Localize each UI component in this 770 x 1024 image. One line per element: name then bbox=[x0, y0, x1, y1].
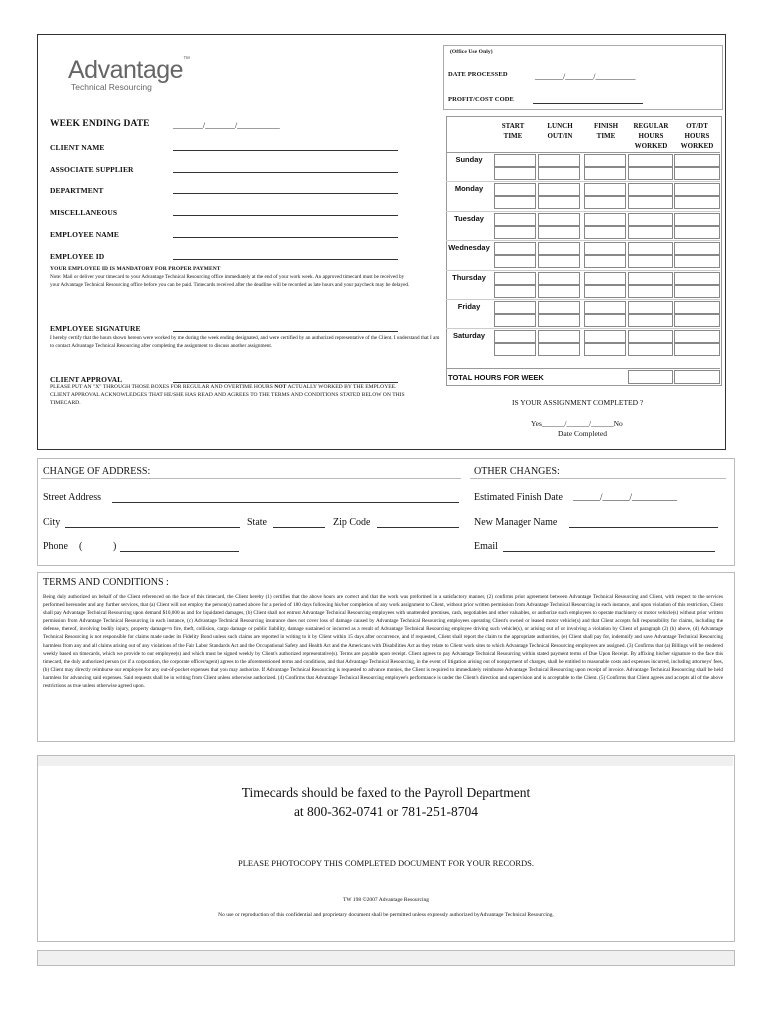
header-lunch-out-in: LUNCH OUT/IN bbox=[547, 122, 573, 140]
day-label: Sunday bbox=[455, 155, 483, 164]
date-processed-field[interactable]: _______/_______/__________ bbox=[535, 72, 636, 81]
change-address-title: CHANGE OF ADDRESS: bbox=[43, 466, 151, 477]
employee-id-label: EMPLOYEE ID bbox=[50, 252, 105, 261]
employee-signature-label: EMPLOYEE SIGNATURE bbox=[50, 324, 141, 333]
form-identifier: TW 198 ©2007 Advantage Resourcing bbox=[343, 897, 429, 903]
time-entry-cell[interactable] bbox=[674, 272, 720, 285]
header-start-time: START TIME bbox=[501, 122, 525, 140]
day-label: Monday bbox=[454, 184, 484, 193]
confidentiality-notice: No use or reproduction of this confidential and proprietary document shall be permitted unless expressly authorized byAdvantage Technical Resourcing. bbox=[218, 912, 554, 918]
time-entry-cell[interactable] bbox=[538, 255, 580, 268]
time-entry-cell[interactable] bbox=[628, 343, 673, 356]
client-approval-label: CLIENT APPROVAL bbox=[50, 375, 123, 384]
employee-id-field[interactable] bbox=[173, 259, 398, 260]
time-entry-cell[interactable] bbox=[584, 272, 626, 285]
total-hours-label: TOTAL HOURS FOR WEEK bbox=[448, 373, 544, 382]
time-entry-cell[interactable] bbox=[494, 154, 536, 167]
time-entry-cell[interactable] bbox=[674, 242, 720, 255]
time-entry-cell[interactable] bbox=[538, 285, 580, 298]
time-entry-cell[interactable] bbox=[628, 330, 673, 343]
time-entry-cell[interactable] bbox=[584, 285, 626, 298]
time-entry-cell[interactable] bbox=[494, 272, 536, 285]
time-entry-cell[interactable] bbox=[584, 330, 626, 343]
time-entry-cell[interactable] bbox=[538, 183, 580, 196]
week-ending-field[interactable]: _______/_______/__________ bbox=[173, 120, 280, 130]
other-changes-title: OTHER CHANGES: bbox=[474, 466, 560, 477]
time-entry-cell[interactable] bbox=[538, 154, 580, 167]
time-entry-cell[interactable] bbox=[628, 301, 673, 314]
time-entry-cell[interactable] bbox=[538, 226, 580, 239]
employee-name-field[interactable] bbox=[173, 237, 398, 238]
estimated-finish-date-field[interactable]: ______/______/__________ bbox=[573, 492, 678, 502]
date-processed-label: DATE PROCESSED bbox=[448, 71, 508, 78]
city-label: City bbox=[43, 517, 61, 528]
estimated-finish-date-label: Estimated Finish Date bbox=[474, 492, 563, 503]
assignment-completed-field[interactable]: Yes______/______/______No bbox=[531, 419, 623, 428]
email-label: Email bbox=[474, 541, 498, 552]
time-entry-cell[interactable] bbox=[628, 272, 673, 285]
time-entry-cell[interactable] bbox=[628, 213, 673, 226]
time-entry-cell[interactable] bbox=[584, 255, 626, 268]
fax-instructions-line-2: at 800-362-0741 or 781-251-8704 bbox=[293, 804, 479, 819]
state-label: State bbox=[247, 517, 267, 528]
employee-signature-field[interactable] bbox=[173, 331, 398, 332]
street-address-label: Street Address bbox=[43, 492, 102, 503]
change-address-underline bbox=[41, 478, 461, 479]
new-manager-label: New Manager Name bbox=[474, 517, 558, 528]
logo-wordmark: Advantage bbox=[68, 56, 184, 84]
day-label: Thursday bbox=[452, 273, 486, 282]
employee-id-mandatory-note: YOUR EMPLOYEE ID IS MANDATORY FOR PROPER PAYMENT bbox=[50, 266, 221, 272]
miscellaneous-label: MISCELLANEOUS bbox=[50, 208, 118, 217]
photocopy-notice: PLEASE PHOTOCOPY THIS COMPLETED DOCUMENT FOR YOUR RECORDS. bbox=[238, 858, 534, 868]
time-entry-cell[interactable] bbox=[584, 154, 626, 167]
time-entry-cell[interactable] bbox=[494, 226, 536, 239]
time-entry-cell[interactable] bbox=[628, 226, 673, 239]
time-entry-cell[interactable] bbox=[674, 196, 720, 209]
time-entry-cell[interactable] bbox=[494, 343, 536, 356]
zip-code-field[interactable] bbox=[377, 527, 459, 528]
phone-field[interactable] bbox=[120, 551, 239, 552]
time-entry-cell[interactable] bbox=[628, 242, 673, 255]
client-name-label: CLIENT NAME bbox=[50, 143, 105, 152]
new-manager-field[interactable] bbox=[569, 527, 718, 528]
department-label: DEPARTMENT bbox=[50, 186, 104, 195]
time-entry-cell[interactable] bbox=[584, 213, 626, 226]
city-field[interactable] bbox=[65, 527, 240, 528]
time-entry-cell[interactable] bbox=[628, 285, 673, 298]
associate-supplier-label: ASSOCIATE SUPPLIER bbox=[50, 165, 134, 174]
client-name-field[interactable] bbox=[173, 150, 398, 151]
time-entry-cell[interactable] bbox=[494, 285, 536, 298]
time-entry-cell[interactable] bbox=[584, 242, 626, 255]
logo-tm: ™ bbox=[183, 56, 191, 63]
time-entry-cell[interactable] bbox=[538, 242, 580, 255]
time-entry-cell[interactable] bbox=[494, 242, 536, 255]
time-entry-cell[interactable] bbox=[494, 255, 536, 268]
phone-area-open: ( bbox=[79, 541, 83, 552]
time-entry-cell[interactable] bbox=[628, 314, 673, 327]
time-entry-cell[interactable] bbox=[494, 301, 536, 314]
time-entry-cell[interactable] bbox=[628, 167, 673, 180]
assignment-question: IS YOUR ASSIGNMENT COMPLETED ? bbox=[512, 398, 644, 407]
time-entry-cell[interactable] bbox=[494, 167, 536, 180]
time-entry-cell[interactable] bbox=[538, 314, 580, 327]
time-entry-cell[interactable] bbox=[674, 255, 720, 268]
time-entry-cell[interactable] bbox=[674, 301, 720, 314]
day-label: Saturday bbox=[452, 331, 486, 340]
time-entry-cell[interactable] bbox=[584, 196, 626, 209]
time-entry-cell[interactable] bbox=[674, 343, 720, 356]
time-entry-cell[interactable] bbox=[494, 314, 536, 327]
time-entry-cell[interactable] bbox=[628, 183, 673, 196]
terms-body: Being duly authorized on behalf of the Client referenced on the face of this timecard, the Client hereby (1) certifies that the above hours are correct and that the work was preformed in a satisfactory manner, (2) confirms prior agreement between Advantage Technical Resourcing and Client, with respect to the services performed hereunder and any further services, that (a) Client will not employ the person(s) named above for a period of 180 days following his/her completion of any work assignment to Client, without prior written permission from Advantage Technical Resourcing in each instance, and upon violation of this restriction, Client shall pay Advantage Technical Resourcing upon demand $10,000 as and for liquidated damages, (b) Client shall not entrust Advantage Technical Resourcing employees with unattended premises, cash, negotiables and other valuables, or authorize such employees to operate machinery or motor vehicle(s) without prior written permission from Advantage Technical Resourcing in each instance, (c) Advantage Technical Resourcing insurance does not cover loss of damage caused by Advantage Technical Resourcing employees operating Client's owned or leased motor vehicle(s) and that Client accepts full responsibility for claims, including the defense, thereof, involving bodily injury, property damage=n fire, theft, collision, cargo damage or public liability, damage sustained or incurred as a result of Advantage Technical Resourcing employee driving such vehicle(s), or arising out of or involving a violation by Client of paragraph (2) (b) above, (d) Advantage Technical Resourcing is not responsible for claims made under its Fidelity Bond unless such claims are reported in writing to it by Client within 15 days after occurrence, and if requested, Client shall report the claim to the appropriate authorities, (e) Client shall pay for, indemnify and save Advantage Technical Resourcing harmless from any and all claims arising out of any violations of the Fair Labor Standards Act and the Occupational Safety and Health Act and the Americans with Disabilities Act as they relate to Client work sites to which Advantage Technical Resourcing employees are assigned. (3) Confirms that (a) Billings will be rendered weekly based on timecards, which we provide to our employee(s) and which must be signed weekly by Client's authorized representative(s). Terms are payable upon receipt. Client agrees to pay Advantage Technical Resourcing within stated payment terms of Due Upon Receipt. By affixing his/her signature to the face this timecard, the duly authorized person (or if a corporation, the corporate officer/agent) agrees to the aforementioned terms and conditions, and that Advantage Technical Resourcing, in the event of litigation arising out of nonpayment of charges, shall be entitled to reasonable costs and expenses incurred, including attorneys' fees, (b) Client may directly reimburse our employee for any out-of-pocket expenses that you may authorize. If Advantage Technical Resourcing is requested to advance monies, the Client is required to immediately reimburse Advantage Technical Resourcing upon receipt of invoice. Advantage Technical Resourcing shall be held harmless for advancing said expenses. Said requests shall be in writing from Client unless otherwise authorized. (4) Confirms that Advantage Technical Resourcing employee's performance is under the Client's direction and supervision and is acceptable to the Client. (5) Confirms that Client agrees and accepts all of the above restrictions as true unless otherwise agreed upon. bbox=[43, 594, 723, 690]
client-approval-instructions: PLEASE PUT AN "X" THROUGH THOSE BOXES FOR REGULAR AND OVERTIME HOURS NOT ACTUALLY WORKED BY THE EMPLOYEE. CLIENT APPROVAL ACKNOWLEDGES THAT HE/SHE HAS READ AND AGREES TO THE TERMS AND CONDITIONS STATED BELOW ON THIS TIMECARD. bbox=[50, 384, 405, 406]
time-entry-cell[interactable] bbox=[494, 213, 536, 226]
time-entry-cell[interactable] bbox=[674, 154, 720, 167]
advantage-logo bbox=[68, 56, 190, 92]
time-entry-cell[interactable] bbox=[494, 330, 536, 343]
time-entry-cell[interactable] bbox=[674, 314, 720, 327]
employee-id-instructions: Note: Mail or deliver your timecard to your Advantage Technical Resourcing office immediately at the end of your work week. An approved timecard must be received by your Advantage Technical Resourcing office before you can be paid. Timecards received after the deadline will be recorded as late hours and your paycheck may be delayed. bbox=[50, 274, 410, 288]
street-address-field[interactable] bbox=[112, 502, 459, 503]
time-entry-cell[interactable] bbox=[674, 226, 720, 239]
week-ending-label: WEEK ENDING DATE bbox=[50, 119, 150, 129]
fax-instructions-line-1: Timecards should be faxed to the Payroll Department bbox=[241, 785, 531, 800]
time-entry-cell[interactable] bbox=[628, 255, 673, 268]
time-entry-cell[interactable] bbox=[674, 330, 720, 343]
email-field[interactable] bbox=[503, 551, 715, 552]
time-entry-cell[interactable] bbox=[584, 226, 626, 239]
time-entry-cell[interactable] bbox=[674, 213, 720, 226]
day-label: Tuesday bbox=[454, 214, 484, 223]
employee-certification-text: I hereby certify that the hours shown hereon were worked by me during the week ending designated, and were certified by an authorized representative of the Client. I understand that I am to contact Advantage Technical Resourcing after completing the assignment to discuss another assignment. bbox=[50, 335, 440, 349]
time-entry-cell[interactable] bbox=[538, 167, 580, 180]
terms-title: TERMS AND CONDITIONS : bbox=[43, 577, 169, 588]
time-entry-cell[interactable] bbox=[538, 213, 580, 226]
office-use-title: (Office Use Only) bbox=[450, 49, 493, 55]
time-entry-cell[interactable] bbox=[674, 167, 720, 180]
header-regular-hours: REGULAR HOURS WORKED bbox=[633, 122, 669, 150]
department-field[interactable] bbox=[173, 193, 398, 194]
header-finish-time: FINISH TIME bbox=[593, 122, 619, 140]
time-entry-cell[interactable] bbox=[494, 196, 536, 209]
time-entry-cell[interactable] bbox=[628, 196, 673, 209]
day-label: Wednesday bbox=[448, 243, 490, 252]
day-label: Friday bbox=[457, 302, 481, 311]
phone-area-close: ) bbox=[113, 541, 117, 552]
time-entry-cell[interactable] bbox=[584, 167, 626, 180]
other-changes-underline bbox=[470, 478, 726, 479]
time-entry-cell[interactable] bbox=[674, 285, 720, 298]
time-entry-cell[interactable] bbox=[584, 183, 626, 196]
header-ot-dt-hours: OT/DT HOURS WORKED bbox=[680, 122, 714, 150]
time-entry-cell[interactable] bbox=[584, 343, 626, 356]
miscellaneous-field[interactable] bbox=[173, 215, 398, 216]
time-entry-cell[interactable] bbox=[494, 183, 536, 196]
state-field[interactable] bbox=[273, 527, 325, 528]
zip-code-label: Zip Code bbox=[333, 517, 371, 528]
bottom-strip bbox=[37, 950, 735, 966]
time-entry-cell[interactable] bbox=[538, 301, 580, 314]
total-ot-dt-hours-cell[interactable] bbox=[674, 370, 720, 384]
total-regular-hours-cell[interactable] bbox=[628, 370, 673, 384]
profit-cost-field[interactable] bbox=[533, 103, 643, 104]
time-entry-cell[interactable] bbox=[628, 154, 673, 167]
associate-supplier-field[interactable] bbox=[173, 172, 398, 173]
footer-top-band bbox=[38, 756, 733, 766]
time-entry-cell[interactable] bbox=[584, 301, 626, 314]
time-entry-cell[interactable] bbox=[538, 196, 580, 209]
time-entry-cell[interactable] bbox=[538, 343, 580, 356]
employee-name-label: EMPLOYEE NAME bbox=[50, 230, 120, 239]
time-entry-cell[interactable] bbox=[538, 272, 580, 285]
date-completed-label: Date Completed bbox=[558, 429, 607, 438]
time-entry-cell[interactable] bbox=[674, 183, 720, 196]
time-entry-cell[interactable] bbox=[584, 314, 626, 327]
phone-label: Phone bbox=[43, 541, 68, 552]
profit-cost-label: PROFIT/COST CODE bbox=[448, 96, 514, 103]
time-entry-cell[interactable] bbox=[538, 330, 580, 343]
logo-tagline: Technical Resourcing bbox=[71, 82, 152, 92]
